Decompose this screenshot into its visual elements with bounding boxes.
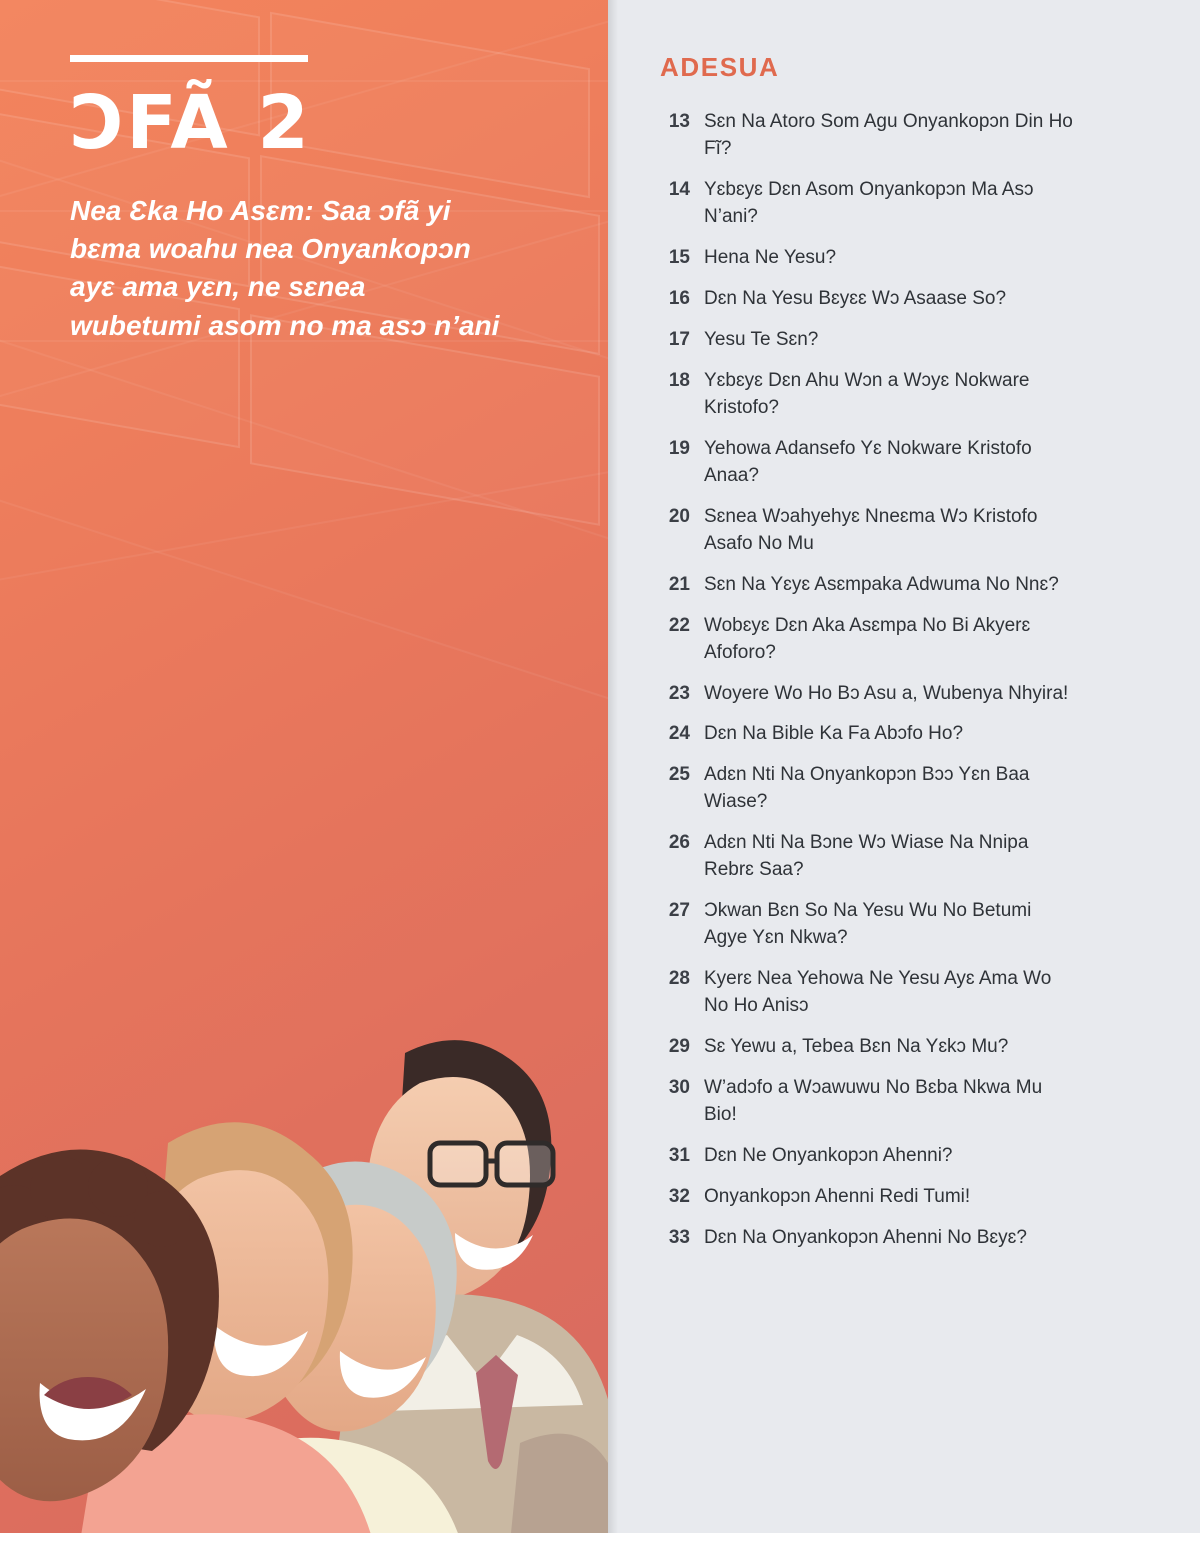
panel-divider	[608, 0, 618, 1543]
chapter-title: ƆFÃ 2	[70, 80, 311, 166]
list-item[interactable]	[660, 1143, 1144, 1170]
lesson-title: Yesu Te Sɛn?	[704, 328, 819, 350]
list-item[interactable]	[660, 762, 1144, 816]
list-item[interactable]	[660, 1184, 1144, 1211]
lesson-title: Sɛn Na Atoro Som Agu Onyankopɔn Din Ho Fĩ?	[704, 111, 1073, 159]
lesson-title: Ɔkwan Bɛn So Na Yesu Wu No Betumi Agye Yɛn Nkwa?	[704, 900, 1032, 949]
list-item[interactable]	[660, 368, 1144, 422]
list-item[interactable]	[660, 177, 1144, 231]
lesson-title: Dɛn Ne Onyankopɔn Ahenni?	[704, 1145, 953, 1167]
person-background-right	[488, 1434, 608, 1543]
lesson-number: 19	[668, 437, 690, 459]
lesson-title: Dɛn Na Yesu Bɛyɛɛ Wɔ Asaase So?	[704, 287, 1007, 309]
lesson-title: Sɛn Na Yɛyɛ Asɛmpaka Adwuma No Nnɛ?	[704, 573, 1059, 595]
person-man-glasses	[325, 1040, 608, 1543]
lesson-title: Yɛbɛyɛ Dɛn Asom Onyankopɔn Ma Asɔ N’ani?	[704, 178, 1034, 227]
lesson-title: Sɛnea Wɔahyehyɛ Nneɛma Wɔ Kristofo Asafo No Mu	[704, 505, 1038, 554]
person-foreground	[0, 1149, 286, 1543]
list-item[interactable]	[660, 898, 1144, 952]
list-item[interactable]	[660, 109, 1144, 163]
lesson-number: 15	[668, 246, 690, 268]
list-item[interactable]	[660, 1075, 1144, 1129]
lesson-number: 25	[668, 764, 690, 786]
list-item[interactable]	[660, 830, 1144, 884]
list-item[interactable]	[660, 613, 1144, 667]
list-item[interactable]	[660, 286, 1144, 313]
lesson-title: Dɛn Na Bible Ka Fa Abɔfo Ho?	[704, 723, 964, 745]
lesson-number: 30	[668, 1077, 690, 1099]
lesson-title: Woyere Wo Ho Bɔ Asu a, Wubenya Nhyira!	[704, 682, 1069, 704]
lesson-title: Dɛn Na Onyankopɔn Ahenni No Bɛyɛ?	[704, 1227, 1027, 1249]
lesson-number: 31	[668, 1145, 690, 1167]
page-bottom-edge	[0, 1533, 1200, 1543]
list-item[interactable]	[660, 721, 1144, 748]
contents-list	[660, 109, 1144, 1252]
lesson-number: 24	[668, 723, 690, 745]
lesson-title: Adɛn Nti Na Onyankopɔn Bɔɔ Yɛn Baa Wiase?	[704, 764, 1030, 813]
lesson-title: Onyankopɔn Ahenni Redi Tumi!	[704, 1186, 971, 1208]
lesson-title: Hena Ne Yesu?	[704, 246, 837, 268]
lesson-title: Wobɛyɛ Dɛn Aka Asɛmpa No Bi Akyerɛ Afoforo?	[704, 614, 1031, 663]
lesson-title: Yehowa Adansefo Yɛ Nokware Kristofo Anaa?	[704, 437, 1032, 486]
lesson-number: 27	[668, 900, 690, 922]
lesson-number: 29	[668, 1036, 690, 1058]
contents-heading: ADESUA	[660, 52, 780, 82]
person-grey-hair	[170, 1161, 480, 1543]
lesson-number: 17	[668, 328, 690, 350]
lesson-title: W’adɔfo a Wɔawuwu No Bɛba Nkwa Mu Bio!	[704, 1077, 1043, 1126]
lesson-number: 18	[668, 369, 690, 391]
list-item[interactable]	[660, 681, 1144, 708]
cover-title-block	[70, 55, 540, 345]
lesson-title: Adɛn Nti Na Bɔne Wɔ Wiase Na Nnipa Rebrɛ Saa?	[704, 832, 1029, 881]
lesson-number: 14	[668, 178, 690, 200]
list-item[interactable]	[660, 436, 1144, 490]
lesson-number: 13	[668, 111, 690, 132]
lesson-number: 26	[668, 832, 690, 854]
list-item[interactable]	[660, 1034, 1144, 1061]
list-item[interactable]	[660, 966, 1144, 1020]
title-rule	[70, 55, 308, 62]
lesson-number: 20	[668, 505, 690, 527]
lesson-number: 23	[668, 682, 690, 704]
congregation-illustration	[0, 583, 608, 1543]
list-item[interactable]	[660, 1225, 1144, 1252]
lesson-title: Kyerɛ Nea Yehowa Ne Yesu Ayɛ Ama Wo No Ho Anisɔ	[704, 968, 1052, 1017]
lesson-number: 22	[668, 614, 690, 636]
lesson-number: 16	[668, 287, 690, 309]
lesson-number: 28	[668, 968, 690, 990]
lesson-title: Yɛbɛyɛ Dɛn Ahu Wɔn a Wɔyɛ Nokware Kristofo?	[704, 369, 1030, 418]
list-item[interactable]	[660, 504, 1144, 558]
list-item[interactable]	[660, 245, 1144, 272]
chapter-subtitle: Nea Ɛka Ho Asɛm: Saa ɔfã yi bɛma woahu nea Onyankopɔn ayɛ ama yɛn, ne sɛnea wubetumi asom no ma asɔ n’ani	[70, 195, 500, 341]
contents-panel	[608, 0, 1200, 1543]
lesson-number: 33	[668, 1227, 690, 1249]
list-item[interactable]	[660, 327, 1144, 354]
person-blonde	[54, 1122, 390, 1543]
lesson-title: Sɛ Yewu a, Tebea Bɛn Na Yɛkɔ Mu?	[704, 1036, 1009, 1058]
lesson-number: 32	[668, 1186, 690, 1208]
lesson-number: 21	[668, 573, 690, 595]
list-item[interactable]	[660, 572, 1144, 599]
